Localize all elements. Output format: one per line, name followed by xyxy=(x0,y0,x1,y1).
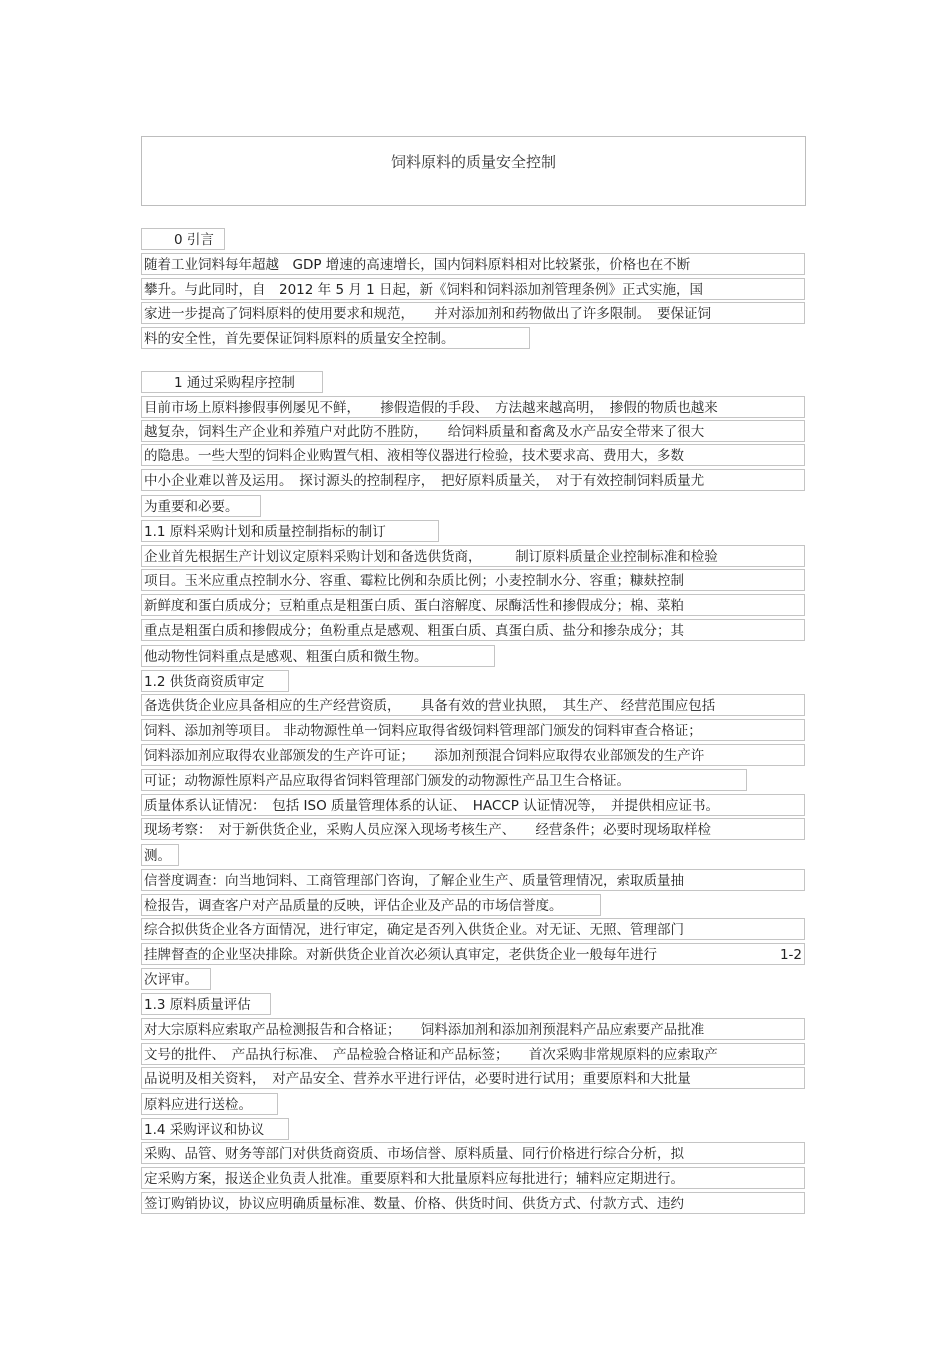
text-line: 他动物性饲料重点是感观、粗蛋白质和微生物。 xyxy=(141,645,495,667)
text-line: 信誉度调查：向当地饲料、工商管理部门咨询，了解企业生产、质量管理情况，索取质量抽 xyxy=(141,869,805,891)
text-line: 定采购方案，报送企业负责人批准。重要原料和大批量原料应每批进行；辅料应定期进行。 xyxy=(141,1167,805,1189)
text-line: 次评审。 xyxy=(141,968,211,990)
text-segment: 挂牌督查的企业坚决排除。对新供货企业首次必须认真审定，老供货企业一般每年进行 xyxy=(144,947,657,963)
section-heading-1-2: 1.2 供货商资质审定 xyxy=(141,670,289,692)
text-line: 料的安全性，首先要保证饲料原料的质量安全控制。 xyxy=(141,327,530,349)
text-line: 文号的批件、 产品执行标准、 产品检验合格证和产品标签； 首次采购非常规原料的应索取产 xyxy=(141,1043,805,1065)
text-line: 可证；动物源性原料产品应取得省饲料管理部门颁发的动物源性产品卫生合格证。 xyxy=(141,769,747,791)
text-line: 现场考察： 对于新供货企业，采购人员应深入现场考核生产、 经营条件；必要时现场取样检 xyxy=(141,818,805,840)
section-heading-1-1: 1.1 原料采购计划和质量控制指标的制订 xyxy=(141,520,439,542)
text-line: 越复杂，饲料生产企业和养殖户对此防不胜防， 给饲料质量和畜禽及水产品安全带来了很大 xyxy=(141,420,805,442)
section-heading-1: 1 通过采购程序控制 xyxy=(141,371,323,393)
section-heading-1-3: 1.3 原料质量评估 xyxy=(141,993,271,1015)
text-line: 采购、品管、财务等部门对供货商资质、市场信誉、原料质量、同行价格进行综合分析，拟 xyxy=(141,1142,805,1164)
text-line: 备选供货企业应具备相应的生产经营资质， 具备有效的营业执照， 其生产、 经营范围应包括 xyxy=(141,694,805,716)
section-heading-1-4: 1.4 采购评议和协议 xyxy=(141,1118,289,1140)
text-line: 原料应进行送检。 xyxy=(141,1093,278,1115)
text-line: 签订购销协议，协议应明确质量标准、数量、价格、供货时间、供货方式、付款方式、违约 xyxy=(141,1192,805,1214)
text-line: 对大宗原料应索取产品检测报告和合格证； 饲料添加剂和添加剂预混料产品应索要产品批准 xyxy=(141,1018,805,1040)
text-line: 目前市场上原料掺假事例屡见不鲜， 掺假造假的手段、 方法越来越高明， 掺假的物质也越来 xyxy=(141,396,805,418)
text-line: 质量体系认证情况： 包括 ISO 质量管理体系的认证、 HACCP 认证情况等， 并提供相应证书。 xyxy=(141,794,805,816)
text-line: 家进一步提高了饲料原料的使用要求和规范， 并对添加剂和药物做出了许多限制。 要保证饲 xyxy=(141,302,805,324)
text-line xyxy=(141,943,805,965)
document-title: 饲料原料的质量安全控制 xyxy=(390,153,556,171)
text-segment-range: 1-2 xyxy=(779,947,802,963)
text-line: 随着工业饲料每年超越 GDP 增速的高速增长，国内饲料原料相对比较紧张，价格也在不断 xyxy=(141,253,805,275)
title-box xyxy=(141,136,806,206)
text-line: 的隐患。一些大型的饲料企业购置气相、液相等仪器进行检验，技术要求高、费用大，多数 xyxy=(141,444,805,466)
section-heading-intro: 0 引言 xyxy=(141,228,225,250)
text-line: 饲料、添加剂等项目。 非动物源性单一饲料应取得省级饲料管理部门颁发的饲料审查合格证； xyxy=(141,719,805,741)
text-line: 饲料添加剂应取得农业部颁发的生产许可证； 添加剂预混合饲料应取得农业部颁发的生产许 xyxy=(141,744,805,766)
text-line: 新鲜度和蛋白质成分；豆粕重点是粗蛋白质、蛋白溶解度、尿酶活性和掺假成分；棉、菜粕 xyxy=(141,594,805,616)
text-line: 为重要和必要。 xyxy=(141,495,261,517)
text-line: 综合拟供货企业各方面情况，进行审定，确定是否列入供货企业。对无证、无照、管理部门 xyxy=(141,918,805,940)
text-line: 攀升。与此同时，自 2012 年 5 月 1 日起，新《饲料和饲料添加剂管理条例》正式实施，国 xyxy=(141,278,805,300)
text-line: 企业首先根据生产计划议定原料采购计划和备选供货商， 制订原料质量企业控制标准和检验 xyxy=(141,545,805,567)
text-line: 中小企业难以普及运用。 探讨源头的控制程序， 把好原料质量关， 对于有效控制饲料质量尤 xyxy=(141,469,805,491)
text-line: 品说明及相关资料， 对产品安全、营养水平进行评估，必要时进行试用；重要原料和大批量 xyxy=(141,1067,805,1089)
text-line: 项目。玉米应重点控制水分、容重、霉粒比例和杂质比例；小麦控制水分、容重；糠麸控制 xyxy=(141,569,805,591)
text-line: 重点是粗蛋白质和掺假成分；鱼粉重点是感观、粗蛋白质、真蛋白质、盐分和掺杂成分；其 xyxy=(141,619,805,641)
text-line: 检报告，调查客户对产品质量的反映，评估企业及产品的市场信誉度。 xyxy=(141,894,601,916)
text-line: 测。 xyxy=(141,844,179,866)
